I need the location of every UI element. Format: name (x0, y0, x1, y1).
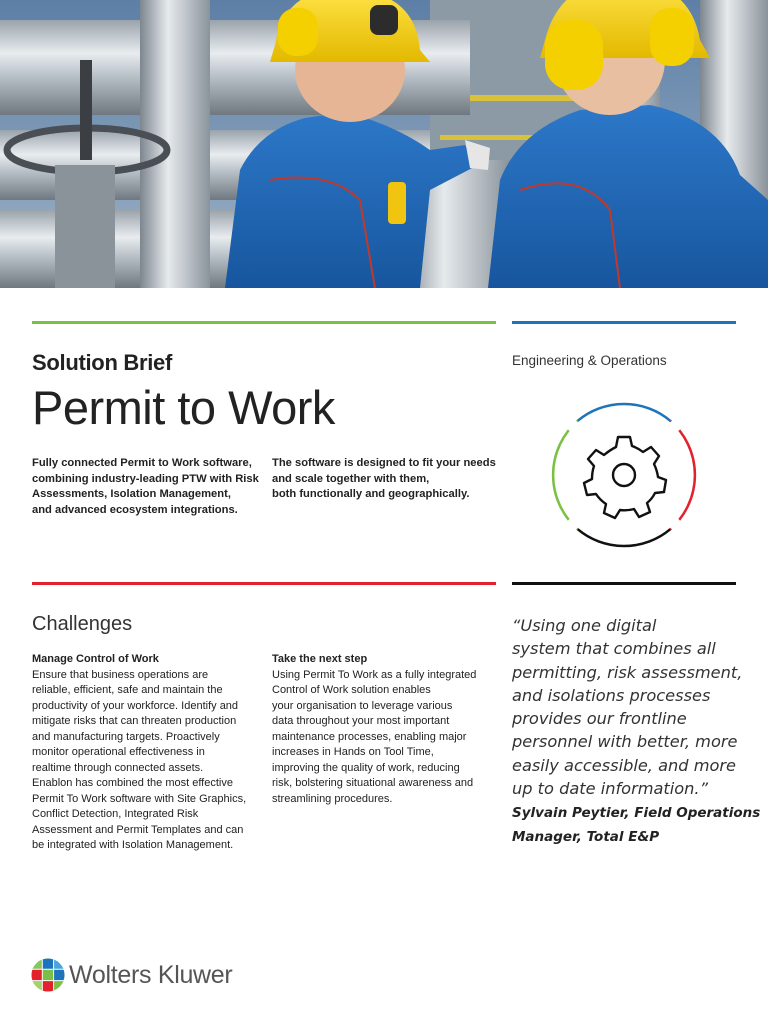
challenges-column-2 (272, 652, 497, 807)
body-line: improving the quality of work, reducing (272, 761, 460, 774)
body-line: Permit To Work software with Site Graphics, (32, 792, 247, 805)
intro-line: both functionally and geographically. (272, 488, 470, 500)
document-title: Permit to Work (32, 381, 335, 434)
quote-line: system that combines all (512, 639, 716, 659)
body-line: risk, bolstering situational awareness and (272, 777, 474, 789)
intro-line: Assessments, Isolation Management, (32, 488, 231, 500)
body-line: and manufacturing targets. Proactively (32, 730, 220, 743)
body-line: increases in Hands on Tool Time, (272, 746, 434, 758)
quote-line: personnel with better, more (512, 732, 738, 752)
quote-line: and isolations processes (512, 685, 711, 705)
intro-line: and advanced ecosystem integrations. (32, 503, 238, 516)
industrial-workers-photo-icon (0, 0, 768, 288)
quote-line: provides our frontline (512, 709, 687, 729)
quote-line: up to date information.” (512, 779, 708, 799)
quote-attribution (512, 801, 760, 849)
body-line: Enablon has combined the most effective (32, 777, 233, 789)
body-line: be integrated with Isolation Management. (32, 839, 234, 851)
logo-text: Wolters Kluwer (69, 960, 233, 989)
column-subheading: Manage Control of Work (32, 653, 159, 665)
body-line: maintenance processes, enabling major (272, 730, 467, 743)
body-line: Conflict Detection, Integrated Risk (32, 808, 199, 820)
body-line: realtime through connected assets. (32, 761, 204, 774)
intro-line: The software is designed to fit your needs (272, 457, 496, 469)
wolters-kluwer-logo-mark-icon (31, 958, 65, 992)
quote-line: permitting, risk assessment, (512, 662, 743, 682)
attribution-line: Sylvain Peytier, Field Operations (512, 805, 761, 821)
quote-line: easily accessible, and more (512, 755, 736, 775)
hero-image (0, 0, 768, 288)
body-line: your organisation to leverage various (272, 699, 453, 712)
body-line: Control of Work solution enables (272, 684, 431, 696)
intro-line: combining industry-leading PTW with Risk (32, 472, 259, 485)
body-line: reliable, efficient, safe and maintain the (32, 684, 223, 696)
mid-rule-black (512, 582, 736, 585)
top-rule-green (32, 321, 496, 324)
gear-icon (549, 400, 699, 550)
attribution-line: Manager, Total E&P (512, 829, 660, 845)
body-line: mitigate risks that can threaten production (32, 715, 237, 727)
category-label: Engineering & Operations (512, 353, 667, 368)
mid-rule-red (32, 582, 496, 585)
company-logo (31, 957, 232, 993)
challenges-heading: Challenges (32, 613, 133, 635)
intro-line: Fully connected Permit to Work software, (32, 457, 252, 469)
body-line: Assessment and Permit Templates and can (32, 823, 244, 836)
body-line: monitor operational effectiveness in (32, 746, 205, 758)
document-kicker: Solution Brief (32, 350, 173, 375)
body-line: productivity of your workforce. Identify and (32, 699, 239, 712)
intro-right (272, 456, 496, 503)
challenges-column-1 (32, 652, 257, 854)
body-line: data throughout your most important (272, 715, 450, 727)
customer-quote (512, 614, 757, 800)
quote-line: “Using one digital (512, 616, 657, 635)
intro-left (32, 456, 259, 518)
intro-line: and scale together with them, (272, 472, 430, 485)
top-rule-blue (512, 321, 736, 324)
body-line: Using Permit To Work as a fully integrated (272, 668, 477, 681)
column-subheading: Take the next step (272, 653, 368, 665)
body-line: streamlining procedures. (272, 792, 393, 805)
body-line: Ensure that business operations are (32, 668, 209, 681)
